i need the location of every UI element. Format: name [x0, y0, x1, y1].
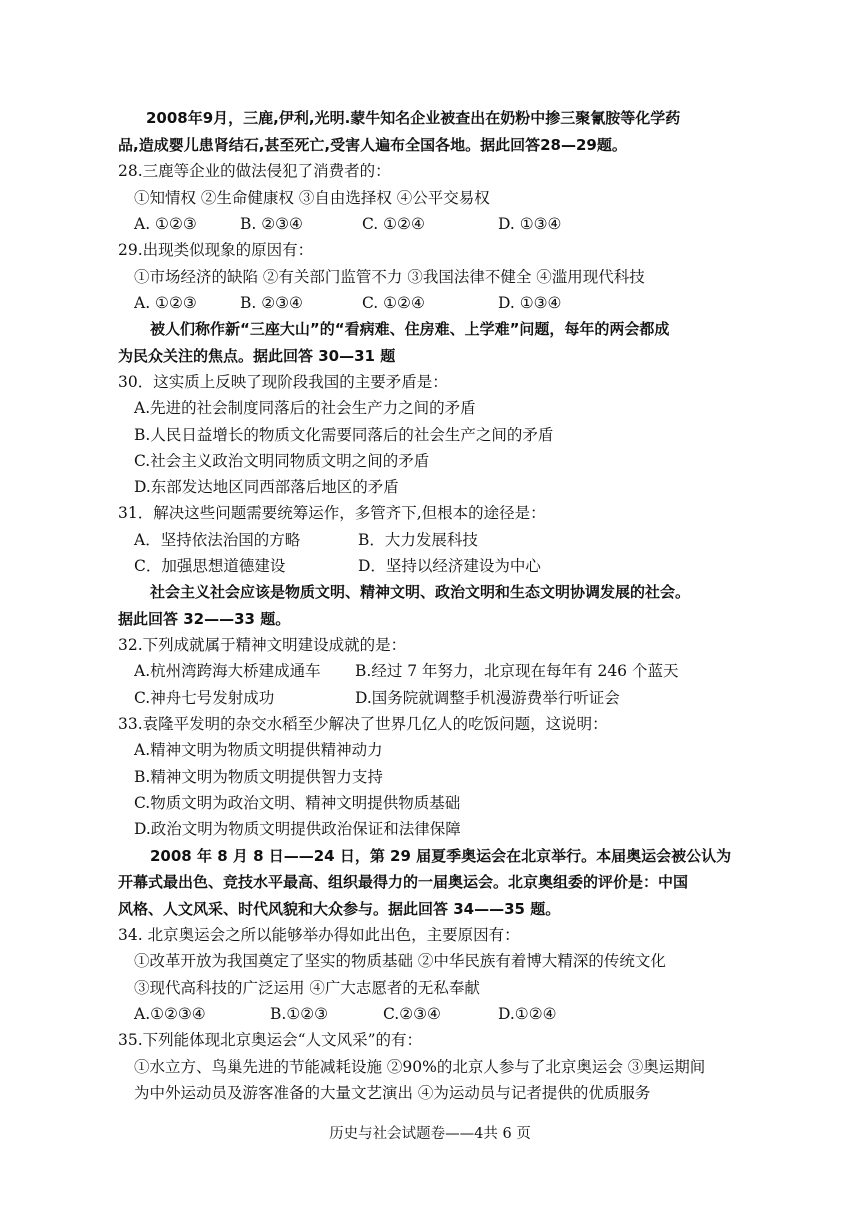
passage-intro-34-35-line2: 开幕式最出色、竞技水平最高、组织最得力的一届奥运会。北京奥组委的评价是：中国 — [118, 873, 689, 891]
page-footer: 历史与社会试题卷——4共 6 页 — [329, 1126, 531, 1142]
question-32-option-d: D.国务院就调整手机漫游费举行听证会 — [355, 689, 620, 707]
question-29-stem: 29.出现类似现象的原因有： — [118, 241, 314, 259]
question-34-items-line2: ③现代高科技的广泛运用 ④广大志愿者的无私奉献 — [134, 979, 480, 997]
question-30-option-b: B.人民日益增长的物质文化需要同落后的社会生产之间的矛盾 — [134, 426, 554, 444]
question-34-option-b: B.①②③ — [270, 1005, 329, 1023]
passage-intro-32-33-line1: 社会主义社会应该是物质文明、精神文明、政治文明和生态文明协调发展的社会。 — [150, 583, 691, 601]
question-29-option-b: B. ②③④ — [240, 294, 303, 312]
passage-intro-30-31-line1: 被人们称作新“三座大山”的“看病难、住房难、上学难”问题，每年的两会都成 — [150, 320, 670, 338]
question-34-items-line1: ①改革开放为我国奠定了坚实的物质基础 ②中华民族有着博大精深的传统文化 — [134, 952, 666, 970]
question-35-items-line1: ①水立方、鸟巢先进的节能减耗设施 ②90%的北京人参与了北京奥运会 ③奥运期间 — [134, 1058, 706, 1076]
passage-intro-28-29-line2: 品,造成婴儿患肾结石,甚至死亡,受害人遍布全国各地。据此回答28—29题。 — [118, 136, 627, 154]
passage-intro-30-31-line2: 为民众关注的焦点。据此回答 30—31 题 — [118, 347, 396, 365]
passage-intro-28-29-line1: 2008年9月，三鹿,伊利,光明.蒙牛知名企业被查出在奶粉中掺三聚氰胺等化学药 — [146, 109, 681, 127]
question-28-option-a: A. ①②③ — [134, 215, 197, 233]
question-32-option-c: C.神舟七号发射成功 — [134, 689, 275, 707]
passage-intro-32-33-line2: 据此回答 32——33 题。 — [118, 610, 291, 628]
question-30-option-d: D.东部发达地区同西部落后地区的矛盾 — [134, 478, 399, 496]
question-28-stem: 28.三鹿等企业的做法侵犯了消费者的： — [118, 162, 391, 180]
question-31-option-c: C．加强思想道德建设 — [134, 557, 286, 575]
question-34-option-d: D.①②④ — [498, 1005, 557, 1023]
passage-intro-34-35-line1: 2008 年 8 月 8 日——24 日，第 29 届夏季奥运会在北京举行。本届奥运会被公认为 — [150, 847, 732, 865]
question-32-option-b: B.经过 7 年努力，北京现在每年有 246 个蓝天 — [355, 662, 679, 680]
question-28-items: ①知情权 ②生命健康权 ③自由选择权 ④公平交易权 — [134, 189, 490, 207]
question-33-option-b: B.精神文明为物质文明提供智力支持 — [134, 768, 383, 786]
question-29-option-a: A. ①②③ — [134, 294, 197, 312]
question-31-option-b: B．大力发展科技 — [358, 531, 478, 549]
question-35-items-line2: 为中外运动员及游客准备的大量文艺演出 ④为运动员与记者提供的优质服务 — [134, 1084, 651, 1102]
question-29-option-d: D. ①③④ — [498, 294, 562, 312]
question-29-option-c: C. ①②④ — [362, 294, 425, 312]
question-32-option-a: A.杭州湾跨海大桥建成通车 — [134, 662, 321, 680]
question-30-stem: 30．这实质上反映了现阶段我国的主要矛盾是： — [118, 373, 448, 391]
question-34-stem: 34. 北京奥运会之所以能够举办得如此出色，主要原因有： — [118, 926, 520, 944]
question-35-stem: 35.下列能体现北京奥运会“人文风采”的有： — [118, 1031, 422, 1049]
question-34-option-c: C.②③④ — [383, 1005, 441, 1023]
question-34-option-a: A.①②③④ — [134, 1005, 206, 1023]
question-31-option-d: D．坚持以经济建设为中心 — [358, 557, 541, 575]
question-28-option-d: D. ①③④ — [498, 215, 562, 233]
question-29-items: ①市场经济的缺陷 ②有关部门监管不力 ③我国法律不健全 ④滥用现代科技 — [134, 268, 645, 286]
question-32-stem: 32.下列成就属于精神文明建设成就的是： — [118, 636, 407, 654]
question-31-option-a: A．坚持依法治国的方略 — [134, 531, 301, 549]
question-31-stem: 31．解决这些问题需要统筹运作，多管齐下,但根本的途径是： — [118, 504, 546, 522]
question-30-option-a: A.先进的社会制度同落后的社会生产力之间的矛盾 — [134, 399, 476, 417]
question-33-option-a: A.精神文明为物质文明提供精神动力 — [134, 741, 383, 759]
question-28-option-b: B. ②③④ — [240, 215, 303, 233]
question-33-option-c: C.物质文明为政治文明、精神文明提供物质基础 — [134, 794, 461, 812]
question-30-option-c: C.社会主义政治文明同物质文明之间的矛盾 — [134, 452, 430, 470]
question-28-option-c: C. ①②④ — [362, 215, 425, 233]
question-33-stem: 33.袁隆平发明的杂交水稻至少解决了世界几亿人的吃饭问题，这说明： — [118, 715, 608, 733]
question-33-option-d: D.政治文明为物质文明提供政治保证和法律保障 — [134, 820, 461, 838]
passage-intro-34-35-line3: 风格、人文风采、时代风貌和大众参与。据此回答 34——35 题。 — [118, 900, 561, 918]
